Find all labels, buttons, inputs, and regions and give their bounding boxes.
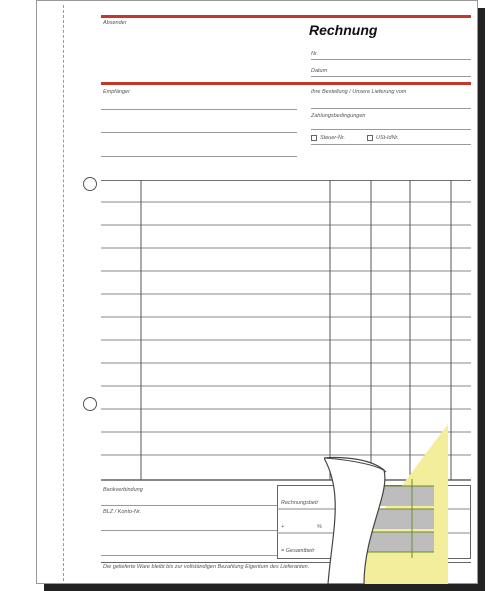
document-title: Rechnung <box>309 22 378 38</box>
order-ref-line <box>311 108 471 109</box>
number-label: Nr. <box>311 51 319 57</box>
tax-no-checkbox[interactable] <box>311 135 317 141</box>
perforation-line <box>63 5 64 581</box>
total-label: = Gesamtbetr <box>281 548 315 554</box>
punch-hole-bottom <box>83 397 97 411</box>
recipient-line-1 <box>101 109 297 110</box>
percent-label: % <box>317 524 322 530</box>
bank-label: Bankverbindung <box>103 487 143 493</box>
date-label: Datum <box>311 68 328 74</box>
payment-terms-label: Zahlungsbedingungen <box>311 113 366 119</box>
payment-terms-line <box>311 129 471 130</box>
header-red-rule-bottom <box>101 82 471 85</box>
header-red-rule-top <box>101 15 471 18</box>
bank-code-line <box>101 530 277 531</box>
vat-id-label: USt-IdNr. <box>376 135 399 141</box>
tax-line <box>311 144 471 145</box>
recipient-label: Empfänger <box>103 89 130 95</box>
plus-label: + <box>281 524 285 530</box>
page-curl-carbon-copy <box>324 424 448 584</box>
recipient-line-3 <box>101 156 297 157</box>
order-ref-label: Ihre Bestellung / Unsere Lieferung vom <box>311 89 407 95</box>
ownership-note: Die gelieferte Ware bleibt bis zur vollständigen Bezahlung Eigentum des Lieferanten. <box>103 564 310 570</box>
recipient-line-2 <box>101 132 297 133</box>
invoice-amount-label: Rechnungsbetr <box>281 500 319 506</box>
bank-code-label: BLZ / Konto-Nr. <box>103 509 142 515</box>
bank-extra-line <box>101 555 277 556</box>
vat-id-checkbox[interactable] <box>367 135 373 141</box>
tax-no-label: Steuer-Nr. <box>320 135 346 141</box>
sender-label: Absender <box>103 20 127 26</box>
number-line <box>311 59 471 60</box>
punch-hole-top <box>83 177 97 191</box>
bank-line <box>101 505 277 506</box>
date-line <box>311 76 471 77</box>
